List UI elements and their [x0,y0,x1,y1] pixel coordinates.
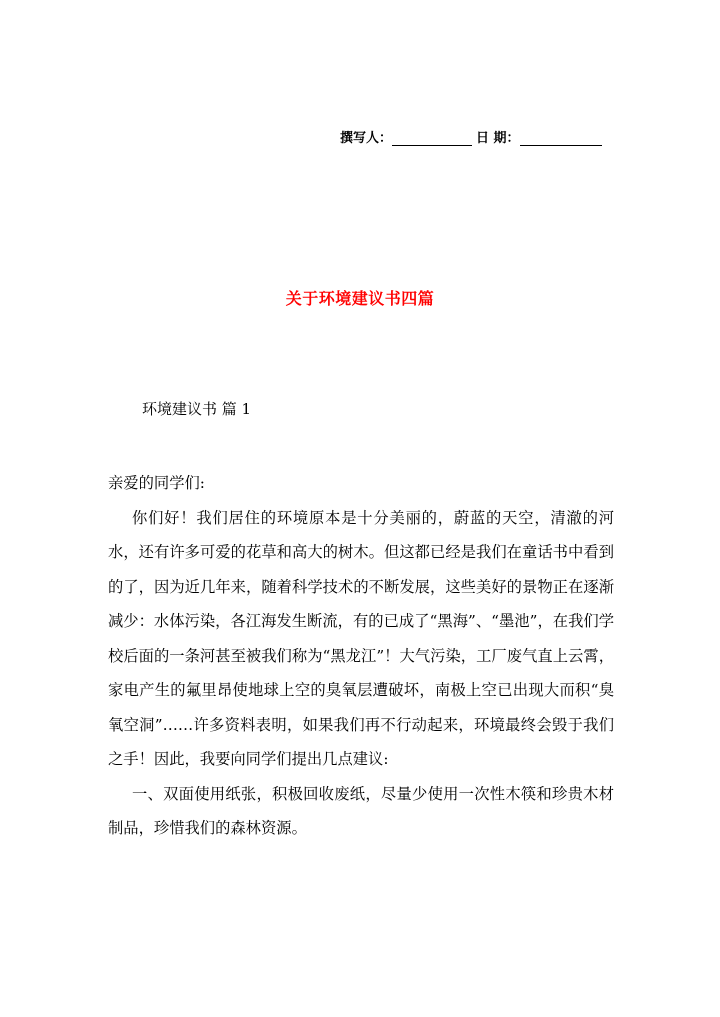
author-blank [392,131,472,146]
date-blank [520,131,602,146]
salutation: 亲爱的同学们: [108,474,205,492]
author-date-line [340,126,614,146]
body-paragraph-1: 你们好！我们居住的环境原本是十分美丽的，蔚蓝的天空，清澈的河水，还有许多可爱的花草和高大的树木。但这都已经是我们在童话书中看到的了，因为近几年来，随着科学技术的不断发展，这些美好的景物正在逐渐减少：水体污染，各江海发生断流，有的已成了“黑海”、“墨池”，在我们学校后面的一条河甚至被我们称为“黑龙江”！大气污染，工厂废气直上云霄，家电产生的氟里昂使地球上空的臭氧层遭破坏，南极上空已出现大而积“臭氧空洞”……许多资料表明，如果我们再不行动起来，环境最终会毁于我们之手！因此，我要向同学们提出几点建议: [108,508,614,768]
date-label: 日 期： [476,131,520,146]
author-label: 撰写人： [340,131,393,146]
section-heading: 环境建议书 篇 1 [142,400,252,418]
document-body [108,466,614,846]
document-title: 关于环境建议书四篇 [285,289,435,308]
body-paragraph-2: 一、双面使用纸张，积极回收废纸，尽量少使用一次性木筷和珍贵木材制品，珍惜我们的森林资源。 [108,784,614,837]
